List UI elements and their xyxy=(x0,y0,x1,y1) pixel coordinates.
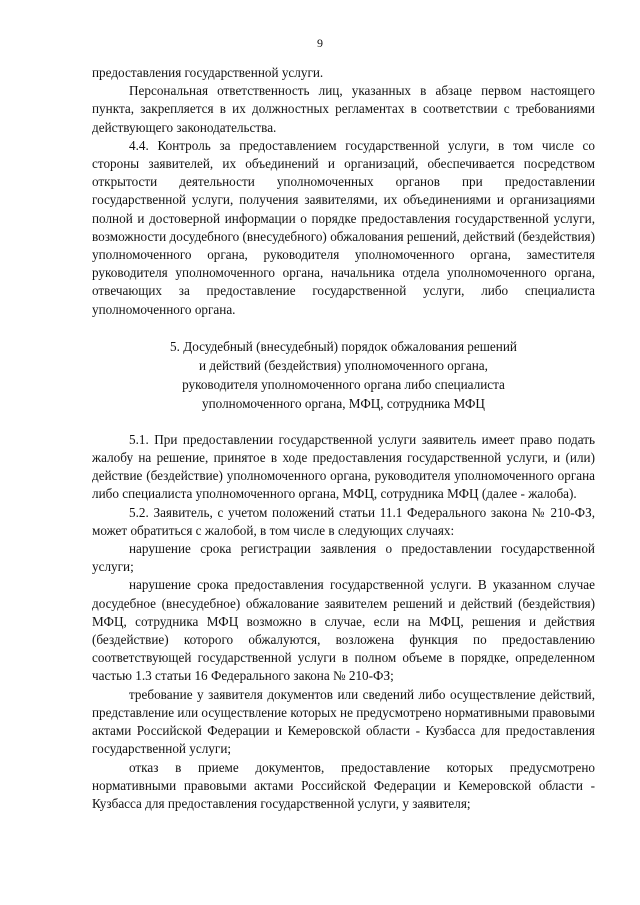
heading-line: 5. Досудебный (внесудебный) порядок обжалования решений xyxy=(170,338,517,354)
page-number: 9 xyxy=(317,36,323,50)
paragraph-4-4: 4.4. Контроль за предоставлением государственной услуги, в том числе со стороны заявителей, их объединений и организаций, обеспечивается посредством открытости деятельности уполномоченных органов при предоставлении государственной услуги, получения заявителями, их объединениями и организациями полной и достоверной информации о порядке предоставления государственной услуги, возможности досудебного (внесудебного) обжалования решений, действий (бездействия) уполномоченного органа, руководителя уполномоченного органа, заместителя руководителя уполномоченного органа, начальника отдела уполномоченного органа, отвечающих за предоставление государственной услуги, либо специалиста уполномоченного органа. xyxy=(92,137,595,317)
list-item-service-term-violation: нарушение срока предоставления государственной услуги. В указанном случае досудебное (внесудебное) обжалование заявителем решений и действий (бездействия) МФЦ, сотрудника МФЦ возможно в случае, если на МФЦ, решения и действия (бездействие) которого обжалуются, возложена функция по предоставлению соответствующей государственной услуги в полном объеме в порядке, определенном частью 1.3 статьи 16 Федерального закона № 210-ФЗ; xyxy=(92,577,595,684)
list-item-document-requirement: требование у заявителя документов или сведений либо осуществление действий, представление или осуществление которых не предусмотрено нормативными правовыми актами Российской Федерации и Кемеровской области - Кузбасса для предоставления государственной услуги; xyxy=(92,686,595,757)
list-item-registration-violation: нарушение срока регистрации заявления о предоставлении государственной услуги; xyxy=(92,541,595,575)
heading-line: руководителя уполномоченного органа либо специалиста xyxy=(182,376,505,392)
paragraph-5-1: 5.1. При предоставлении государственной услуги заявитель имеет право подать жалобу на решение, принятое в ходе предоставления государственной услуги, и (или) действие (бездействие) уполномоченного органа, руководителя уполномоченного органа либо специалиста уполномоченного органа, МФЦ, сотрудника МФЦ (далее - жалоба). xyxy=(92,431,595,502)
heading-line: и действий (бездействия) уполномоченного органа, xyxy=(199,357,488,373)
paragraph-personal-responsibility: Персональная ответственность лиц, указанных в абзаце первом настоящего пункта, закрепляется в их должностных регламентах в соответствии с требованиями действующего законодательства. xyxy=(92,83,595,135)
heading-line: уполномоченного органа, МФЦ, сотрудника МФЦ xyxy=(202,395,485,411)
paragraph-5-2: 5.2. Заявитель, с учетом положений статьи 11.1 Федерального закона № 210-ФЗ, может обратиться с жалобой, в том числе в следующих случаях: xyxy=(92,504,595,538)
section-5-heading xyxy=(92,337,595,413)
paragraph-continuation: предоставления государственной услуги. xyxy=(92,65,324,80)
list-item-document-refusal: отказ в приеме документов, предоставление которых предусмотрено нормативными правовыми актами Российской Федерации и Кемеровской области - Кузбасса для предоставления государственной услуги, у заявителя; xyxy=(92,759,595,811)
document-body xyxy=(92,64,595,813)
